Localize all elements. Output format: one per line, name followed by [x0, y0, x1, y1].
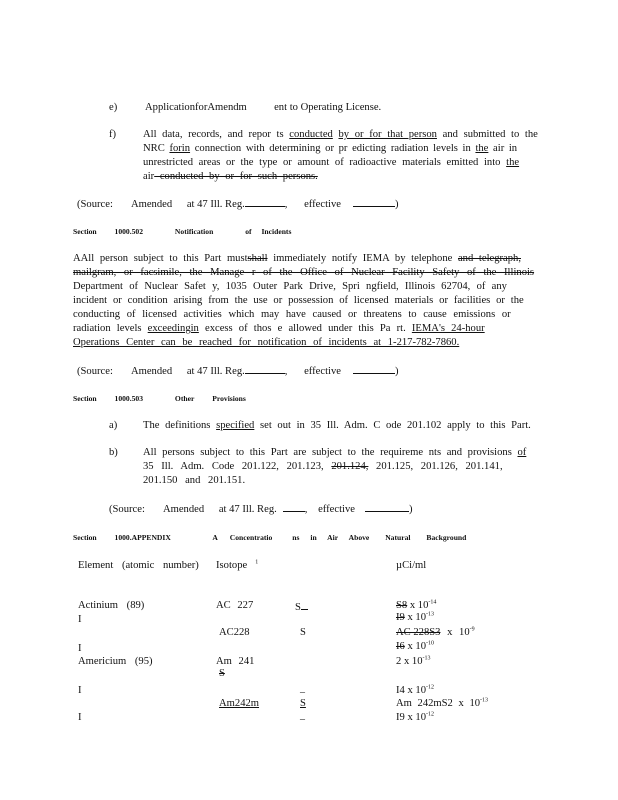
- table-row-6-s: [300, 698, 306, 710]
- notif-line-2: [73, 267, 534, 279]
- item-f-l1-u2: by or for that person: [338, 129, 437, 140]
- item-f-line-1: [143, 129, 538, 141]
- table-row-4-element: Americium (95): [78, 656, 153, 667]
- row-2-val: x 10: [440, 627, 470, 638]
- notif-l1-s1: AAll: [73, 253, 95, 264]
- table-row-5-element: I: [78, 685, 82, 696]
- row-0-val-s: S8: [396, 600, 408, 611]
- app-above: Above: [348, 533, 370, 542]
- item-f-l1: All data, records, and repor ts: [143, 129, 284, 140]
- item-f-l2-a: NRC: [143, 143, 165, 154]
- source-3-c: at 47 Ill. Reg.: [218, 504, 277, 515]
- source-1-f: ): [394, 199, 399, 210]
- row-2-val-s: AC 228S3: [396, 627, 441, 638]
- table-header-isotope-text: Isotope: [216, 560, 248, 571]
- item-f-l4-a: air: [143, 171, 155, 182]
- row-0-val: x 10: [407, 600, 429, 611]
- notif-line-4: incident or condition arising from the use or possession of licensed materials or facilities or the: [73, 295, 524, 306]
- row-3-exp: -10: [426, 640, 435, 647]
- item-b-label: b): [109, 447, 118, 458]
- row-6-val: Am 242mS2 x 10: [396, 698, 481, 709]
- row-5-val: I4 x 10: [396, 685, 427, 696]
- item-b-l2-s: 201.124,: [331, 461, 369, 472]
- row-0-s: S: [295, 602, 301, 613]
- row-7-exp: -12: [426, 711, 435, 718]
- table-row-1-value: [396, 612, 434, 624]
- table-row-0-element: Actinium (89): [78, 600, 145, 611]
- item-b-l2-b: 201.125, 201.126, 201.141,: [368, 461, 503, 472]
- row-6-exp: -13: [480, 697, 489, 704]
- sec502-sec: Section: [73, 227, 97, 236]
- notif-l6-u2: IEMA's 24-hour: [411, 323, 485, 334]
- app-in: in: [310, 533, 317, 542]
- row-5-dash: _: [300, 683, 305, 694]
- source-3-e: effective: [318, 504, 355, 515]
- source-note-1: [77, 197, 398, 211]
- notif-l1-a: person subject to this Part must: [94, 253, 248, 264]
- item-f-l1-end: and submitted to the: [442, 129, 538, 140]
- item-e-label: e): [109, 102, 118, 113]
- table-row-0-value: [396, 600, 436, 612]
- row-4-val: 2 x 10: [396, 656, 423, 667]
- app-natural: Natural: [385, 533, 411, 542]
- notif-line-1: [73, 253, 521, 265]
- section-502-heading: [73, 227, 291, 236]
- table-header-element: Element (atomic number): [78, 560, 199, 571]
- row-4-exp: -13: [422, 655, 431, 662]
- source-1-b: Amended: [130, 199, 173, 210]
- item-b-l1-u: of: [517, 447, 527, 458]
- item-f-line-3: [143, 157, 519, 169]
- row-5-exp: -12: [426, 684, 435, 691]
- item-f-l4-s: conducted by or for such persons.: [154, 171, 318, 182]
- notif-l2-s: mailgram, or facsimile, the Manage r of the Office of Nuclear Facility Safety of the Illinois: [73, 267, 535, 278]
- source-1-d: ,: [284, 199, 288, 210]
- sec502-title: Notification: [174, 227, 214, 236]
- row-6-s: S: [300, 698, 306, 709]
- item-f-label: f): [109, 129, 117, 140]
- table-header-isotope: [216, 560, 258, 572]
- item-a-u: specified: [216, 420, 255, 431]
- table-row-3-element: I: [78, 643, 82, 654]
- row-1-val: x 10: [404, 612, 427, 623]
- item-b-line-3: 201.150 and 201.151.: [143, 475, 246, 486]
- item-f-l2-b: connection with determining or pr edicting radiation levels in: [194, 143, 471, 154]
- row-4-iso-s: S: [219, 668, 225, 679]
- notif-l1-s3: and telegraph,: [457, 253, 521, 264]
- table-row-0-isotope: AC 227: [216, 600, 254, 611]
- item-a-b: set out in 35 Ill. Adm. C ode 201.102 apply to this Part.: [260, 420, 531, 431]
- sec502-num: 1000.502: [114, 227, 144, 236]
- table-row-0-s: [295, 600, 308, 614]
- item-e-text-a: ApplicationforAmendm: [145, 102, 247, 113]
- source-2-a: (Source:: [77, 366, 113, 377]
- item-f-l2-c: air in: [493, 143, 518, 154]
- source-1-c: at 47 Ill. Reg.: [186, 199, 245, 210]
- section-503-heading: [73, 394, 246, 403]
- notif-line-3: Department of Nuclear Safet y, 1035 Outer Park Drive, Spri ngfield, Illinois 62704, of any: [73, 281, 507, 292]
- source-note-2: [77, 364, 398, 378]
- source-note-3: [109, 502, 412, 516]
- appendix-heading: [73, 533, 466, 542]
- item-a-a: The definitions: [143, 420, 211, 431]
- table-row-2-isotope: AC228: [219, 627, 250, 638]
- source-3-d: ,: [304, 504, 308, 515]
- app-sec: Section: [73, 533, 97, 542]
- source-3-b: Amended: [162, 504, 205, 515]
- item-f-l3-u: the: [506, 157, 520, 168]
- item-f-l2-u: forin: [169, 143, 191, 154]
- notif-l1-s2: shall: [247, 253, 268, 264]
- row-7-dash: _: [300, 710, 305, 721]
- isotope-footnote-mark: 1: [255, 559, 259, 566]
- table-row-6-value: [396, 698, 488, 710]
- notif-l1-b: immediately notify IEMA by telephone: [267, 253, 458, 264]
- source-2-f: ): [394, 366, 399, 377]
- table-row-7-value: [396, 712, 434, 724]
- app-conc: Concentratio: [229, 533, 273, 542]
- notif-l6-b: excess of thos e allowed under this Pa rt.: [205, 323, 406, 334]
- row-0-exp: -14: [428, 599, 437, 606]
- sec503-sec: Section: [73, 394, 97, 403]
- item-b-l1-a: All persons subject to this Part are subject to the requireme nts and provisions: [143, 447, 512, 458]
- table-row-5-value: [396, 685, 434, 697]
- source-2-e: effective: [304, 366, 341, 377]
- sec503-prov: Provisions: [212, 394, 246, 403]
- table-row-4-iso-s: [219, 668, 225, 680]
- app-ns: ns: [292, 533, 300, 542]
- row-3-val: x 10: [404, 641, 427, 652]
- row-3-val-s: I6: [396, 641, 405, 652]
- notif-line-5: conducting of licensed activities which may have caused or threatens to cause emissions or: [73, 309, 511, 320]
- item-b-line-1: [143, 447, 526, 459]
- notif-l6-a: radiation levels: [73, 323, 142, 334]
- app-num: 1000.APPENDIX: [114, 533, 171, 542]
- table-row-7-element: I: [78, 712, 82, 723]
- source-1-a: (Source:: [77, 199, 113, 210]
- source-2-b: Amended: [130, 366, 173, 377]
- source-2-c: at 47 Ill. Reg.: [186, 366, 245, 377]
- table-row-2-value: [396, 627, 475, 639]
- item-e-text: [145, 102, 381, 114]
- row-7-val: I9 x 10: [396, 712, 427, 723]
- row-1-exp: -13: [426, 611, 435, 618]
- sec502-of: of: [245, 227, 252, 236]
- row-1-val-s: I9: [396, 612, 405, 623]
- item-a-text: [143, 420, 531, 432]
- table-row-6-isotope: Am242m: [219, 698, 260, 709]
- item-b-l2-a: 35 Ill. Adm. Code 201.122, 201.123,: [143, 461, 324, 472]
- notif-line-6: [73, 323, 485, 335]
- table-row-4-isotope: Am 241: [216, 656, 255, 667]
- item-f-line-2: [143, 143, 517, 155]
- notif-l7-u: Operations Center can be reached for notification of incidents at 1-217-782-7860.: [73, 337, 460, 348]
- source-1-e: effective: [304, 199, 341, 210]
- app-a: A: [212, 533, 218, 542]
- table-row-3-value: [396, 641, 434, 653]
- item-f-l1-u1: conducted: [289, 129, 333, 140]
- sec503-num: 1000.503: [114, 394, 144, 403]
- source-3-f: ): [408, 504, 413, 515]
- item-e-text-b: ent to Operating License.: [274, 102, 382, 113]
- item-f-l3-a: unrestricted areas or the type or amount of radioactive materials emitted into: [143, 157, 501, 168]
- source-2-d: ,: [284, 366, 288, 377]
- item-f-l2-u2: the: [475, 143, 489, 154]
- item-a-label: a): [109, 420, 118, 431]
- table-header-unit: µCi/ml: [396, 560, 427, 571]
- table-row-1-element: I: [78, 614, 82, 625]
- app-air: Air: [327, 533, 339, 542]
- app-bg: Background: [426, 533, 467, 542]
- item-b-line-2: [143, 461, 503, 473]
- source-3-a: (Source:: [109, 504, 145, 515]
- notif-l6-u: exceedingin: [147, 323, 199, 334]
- item-f-line-4: [143, 171, 318, 183]
- table-row-2-s: S: [300, 627, 306, 638]
- row-2-exp: -9: [469, 626, 475, 633]
- sec502-inc: Incidents: [261, 227, 292, 236]
- notif-line-7: [73, 337, 459, 349]
- sec503-title: Other: [174, 394, 195, 403]
- table-row-4-value: [396, 656, 430, 668]
